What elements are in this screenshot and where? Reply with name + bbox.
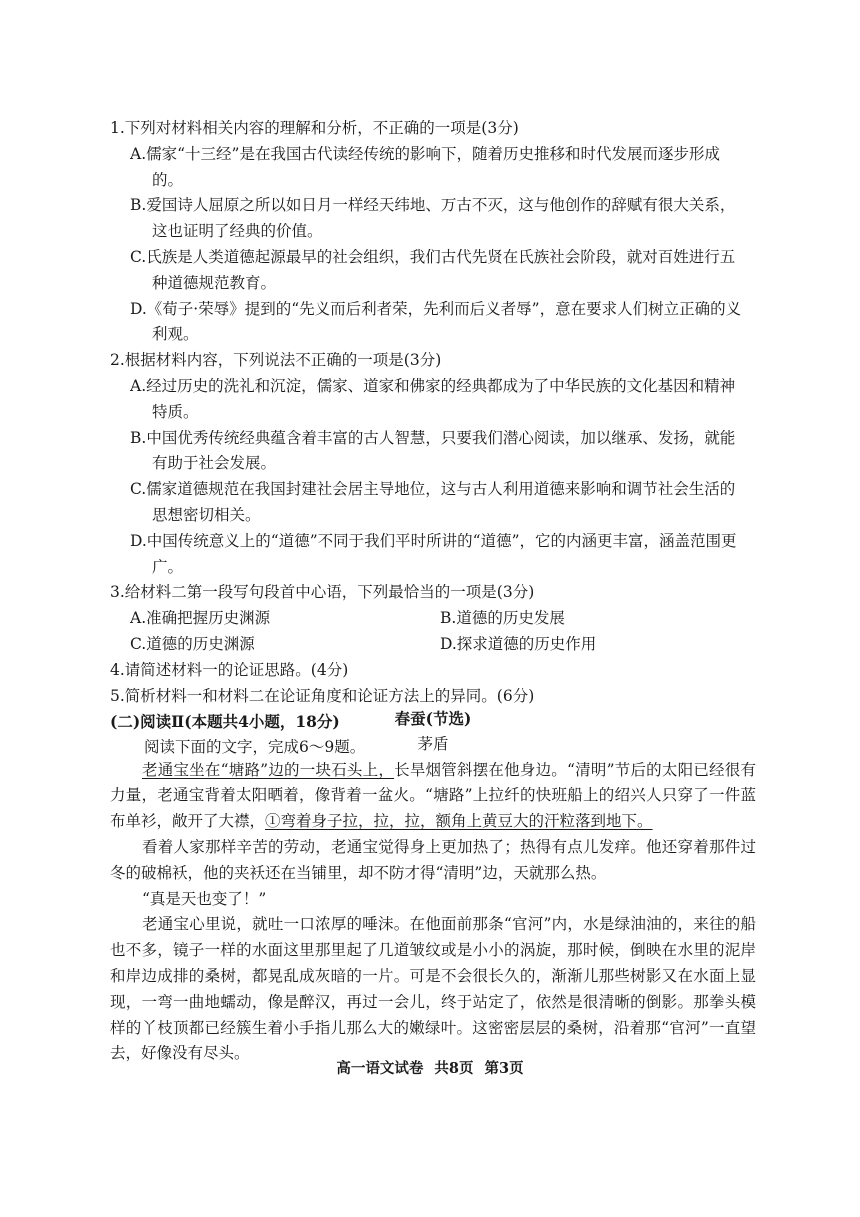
- question-4-stem: 4.请简述材料一的论证思路。(4分): [110, 660, 349, 679]
- story-author: 茅盾: [417, 734, 449, 753]
- question-3-option-c: C.道德的历史渊源: [130, 634, 255, 653]
- section-instruction: 阅读下面的文字，完成6～9题。: [144, 738, 366, 757]
- question-3-option-a: A.准确把握历史渊源: [130, 609, 271, 628]
- story-paragraph-3: “真是天也变了！”: [142, 889, 267, 908]
- question-5-stem: 5.简析材料一和材料二在论证角度和论证方法上的异同。(6分): [110, 686, 535, 705]
- story-paragraph-1: [110, 758, 756, 835]
- story-title: 春蚕(节选): [394, 709, 472, 728]
- story-paragraph-2: 看着人家那样辛苦的劳动，老通宝觉得身上更加热了；热得有点儿发痒。他还穿着那件过冬的破棉袄，他的夹袄还在当铺里，却不防才得“清明”边，天就那么热。: [110, 837, 756, 882]
- question-1-option-b: B.爱国诗人屈原之所以如日月一样经天纬地、万古不灭，这与他创作的辞赋有很大关系，这也证明了经典的价值。: [130, 196, 736, 241]
- question-2-option-b: B.中国优秀传统经典蕴含着丰富的古人智慧，只要我们潜心阅读，加以继承、发扬，就能有助于社会发展。: [130, 428, 736, 473]
- section-heading: (二)阅读Ⅱ(本题共4小题，18分): [110, 712, 340, 732]
- story-paragraph-4: 老通宝心里说，就吐一口浓厚的唾沫。在他面前那条“官河”内，水是绿油油的，来往的船也不多，镜子一样的水面这里那里起了几道皱纹或是小小的涡旋，那时候，倒映在水里的泥岸和岸边成排的桑树，都晃乱成灰暗的一片。可是不会很长久的，渐渐儿那些树影又在水面上显现，一弯一曲地蠕动，像是醉汉，再过一会儿，终于站定了，依然是很清晰的倒影。那拳头模样的丫枝顶都已经簇生着小手指儿那么大的嫩绿叶。这密密层层的桑树，沿着那“官河”一直望去，好像没有尽头。: [110, 915, 756, 1063]
- paragraph-1-text: 长旱烟管斜摆在他身边。“清明”节后的太阳已经很有力量，老通宝背着太阳晒着，像背着一盆火。“塘路”上拉纤的快班船上的绍兴人只穿了一件蓝布单衫，敞开了大襟，: [110, 760, 756, 831]
- question-3-stem: 3.给材料二第一段写句段首中心语，下列最恰当的一项是(3分): [110, 583, 535, 602]
- question-1-option-d: D.《荀子·荣辱》提到的“先义而后利者荣，先利而后义者辱”，意在要求人们树立正确的义利观。: [130, 299, 742, 344]
- question-3-option-b: B.道德的历史发展: [440, 609, 565, 628]
- page-footer: 高一语文试卷 共8页 第3页: [336, 1060, 524, 1077]
- underlined-sentence-1: 老通宝坐在“塘路”边的一块石头上，: [142, 760, 395, 779]
- question-3-option-d: D.探求道德的历史作用: [440, 634, 597, 653]
- question-2-option-d: D.中国传统意义上的“道德”不同于我们平时所讲的“道德”，它的内涵更丰富，涵盖范围更广。: [130, 531, 737, 576]
- question-1-option-a: A.儒家“十三经”是在我国古代读经传统的影响下，随着历史推移和时代发展而逐步形成的。: [130, 144, 720, 189]
- question-1-option-c: C.氏族是人类道德起源最早的社会组织，我们古代先贤在氏族社会阶段，就对百姓进行五种道德规范教育。: [130, 247, 736, 292]
- question-2-stem: 2.根据材料内容，下列说法不正确的一项是(3分): [110, 351, 442, 370]
- question-1-stem: 1.下列对材料相关内容的理解和分析，不正确的一项是(3分): [110, 119, 519, 137]
- question-3-options-row-1: [130, 606, 750, 632]
- question-2-option-c: C.儒家道德规范在我国封建社会居主导地位，这与古人利用道德来影响和调节社会生活的思想密切相关。: [130, 480, 736, 524]
- underlined-sentence-2: ①弯着身子拉，拉，拉，额角上黄豆大的汗粒落到地下。: [265, 812, 653, 831]
- question-2-option-a: A.经过历史的洗礼和沉淀，儒家、道家和佛家的经典都成为了中华民族的文化基因和精神特质。: [130, 376, 736, 421]
- questions-block: [110, 116, 750, 761]
- question-3-options-row-2: [130, 632, 750, 658]
- story-block: [110, 706, 756, 1067]
